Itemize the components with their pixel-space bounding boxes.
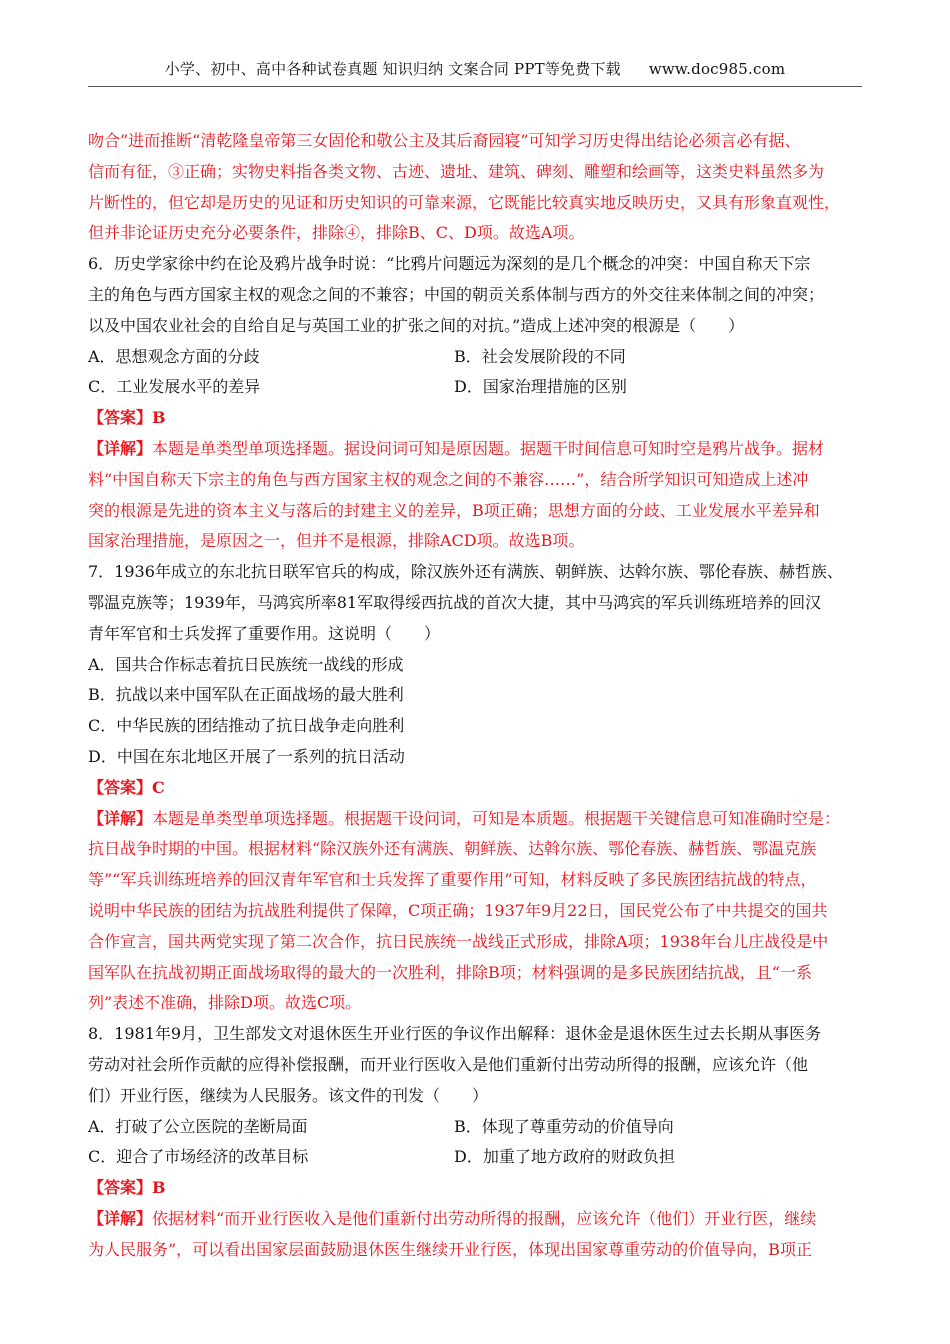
explain-line bbox=[88, 1204, 864, 1235]
option-row bbox=[88, 342, 864, 373]
option-row bbox=[88, 1142, 864, 1173]
option-d: D．中国在东北地区开展了一系列的抗日活动 bbox=[88, 746, 405, 766]
explain-tag: 【详解】 bbox=[88, 1208, 153, 1228]
question-6 bbox=[88, 249, 864, 557]
question-stem-line: 以及中国农业社会的自给自足与英国工业的扩张之间的对抗。”造成上述冲突的根源是（ ） bbox=[88, 315, 745, 335]
option-b: B．社会发展阶段的不同 bbox=[454, 346, 626, 366]
option-c: C．工业发展水平的差异 bbox=[88, 377, 261, 397]
explain-line: 为人民服务”，可以看出国家层面鼓励退休医生继续开业行医，体现出国家尊重劳动的价值导向，B项正 bbox=[88, 1239, 812, 1259]
explain-line bbox=[88, 804, 864, 835]
explain-text: 本题是单类型单项选择题。根据题干设问词，可知是本质题。根据题干关键信息可知准确时空是： bbox=[152, 808, 841, 828]
explain-line: 信而有征，③正确；实物史料指各类文物、古迹、遗址、建筑、碑刻、雕塑和绘画等，这类史料虽然多为 bbox=[88, 161, 825, 181]
answer-line bbox=[88, 773, 864, 804]
header-divider bbox=[88, 86, 862, 87]
option-d: D．国家治理措施的区别 bbox=[454, 377, 627, 397]
question-stem-line: 青年军官和士兵发挥了重要作用。这说明（ ） bbox=[88, 623, 441, 643]
carryover-explanation bbox=[88, 126, 864, 249]
answer-value: B bbox=[152, 408, 166, 428]
question-stem-line: 鄂温克族等；1939年，马鸿宾所率81军取得绥西抗战的首次大捷，其中马鸿宾的军兵训练班培养的回汉 bbox=[88, 592, 822, 612]
document-body bbox=[88, 126, 864, 1265]
explain-line: 国军队在抗战初期正面战场取得的最大的一次胜利，排除B项；材料强调的是多民族团结抗战，且“一系 bbox=[88, 962, 812, 982]
explain-line: 等”“军兵训练班培养的回汉青年军官和士兵发挥了重要作用”可知，材料反映了多民族团结抗战的特点， bbox=[88, 870, 817, 890]
option-row bbox=[88, 1112, 864, 1143]
header-text: 小学、初中、高中各种试卷真题 知识归纳 文案合同 PPT等免费下载 bbox=[164, 60, 621, 78]
option-c: C．中华民族的团结推动了抗日战争走向胜利 bbox=[88, 716, 405, 736]
explain-line: 抗日战争时期的中国。根据材料“除汉族外还有满族、朝鲜族、达斡尔族、鄂伦春族、赫哲族、鄂温克族 bbox=[88, 839, 817, 859]
explain-line: 突的根源是先进的资本主义与落后的封建主义的差异，B项正确；思想方面的分歧、工业发展水平差异和 bbox=[88, 500, 820, 520]
option-a: A．思想观念方面的分歧 bbox=[88, 346, 260, 366]
option-b: B．抗战以来中国军队在正面战场的最大胜利 bbox=[88, 685, 404, 705]
answer-tag: 【答案】 bbox=[88, 1178, 153, 1198]
explain-line: 但并非论证历史充分必要条件，排除④，排除B、C、D项。故选A项。 bbox=[88, 223, 585, 243]
explain-line: 列”表述不准确，排除D项。故选C项。 bbox=[88, 993, 362, 1013]
explain-line bbox=[88, 434, 864, 465]
explain-line: 料“中国自称天下宗主的角色与西方国家主权的观念之间的不兼容……”，结合所学知识可知造成上述冲 bbox=[88, 469, 809, 489]
answer-tag: 【答案】 bbox=[88, 408, 153, 428]
explain-tag: 【详解】 bbox=[88, 808, 153, 828]
answer-value: B bbox=[152, 1178, 166, 1198]
question-stem-line: 主的角色与西方国家主权的观念之间的不兼容；中国的朝贡关系体制与西方的外交往来体制之间的冲突； bbox=[88, 284, 825, 304]
answer-line bbox=[88, 403, 864, 434]
option-b: B．体现了尊重劳动的价值导向 bbox=[454, 1116, 674, 1136]
question-7 bbox=[88, 557, 864, 1019]
question-8 bbox=[88, 1019, 864, 1265]
explain-line: 合作宣言，国共两党实现了第二次合作，抗日民族统一战线正式形成，排除A项；1938年台儿庄战役是中 bbox=[88, 931, 829, 951]
page-header bbox=[0, 58, 950, 79]
option-a: A．国共合作标志着抗日民族统一战线的形成 bbox=[88, 654, 404, 674]
option-row bbox=[88, 372, 864, 403]
answer-value: C bbox=[152, 777, 165, 797]
question-stem-line: 7．1936年成立的东北抗日联军官兵的构成，除汉族外还有满族、朝鲜族、达斡尔族、鄂伦春族、赫哲族、 bbox=[88, 562, 843, 582]
header-site-link[interactable]: www.doc985.com bbox=[648, 60, 786, 78]
explain-tag: 【详解】 bbox=[88, 438, 153, 458]
answer-tag: 【答案】 bbox=[88, 777, 153, 797]
explain-text: 本题是单类型单项选择题。据设问词可知是原因题。据题干时间信息可知时空是鸦片战争。据材 bbox=[152, 438, 825, 458]
option-a: A．打破了公立医院的垄断局面 bbox=[88, 1116, 308, 1136]
option-d: D．加重了地方政府的财政负担 bbox=[454, 1147, 675, 1167]
answer-line bbox=[88, 1173, 864, 1204]
explain-line: 吻合”进而推断“清乾隆皇帝第三女固伦和敬公主及其后裔园寝”可知学习历史得出结论必须言必有据、 bbox=[88, 131, 801, 150]
question-stem-line: 8．1981年9月，卫生部发文对退休医生开业行医的争议作出解释：退休金是退休医生过去长期从事医务 bbox=[88, 1024, 822, 1044]
question-stem-line: 们）开业行医，继续为人民服务。该文件的刊发（ ） bbox=[88, 1085, 489, 1105]
option-c: C．迎合了市场经济的改革目标 bbox=[88, 1147, 309, 1167]
question-stem-line: 6．历史学家徐中约在论及鸦片战争时说：“比鸦片问题远为深刻的是几个概念的冲突：中国自称天下宗 bbox=[88, 254, 811, 274]
explain-text: 依据材料“而开业行医收入是他们重新付出劳动所得的报酬，应该允许（他们）开业行医，继续 bbox=[152, 1208, 817, 1228]
question-stem-line: 劳动对社会所作贡献的应得补偿报酬，而开业行医收入是他们重新付出劳动所得的报酬，应该允许（他 bbox=[88, 1054, 809, 1074]
explain-line: 国家治理措施，是原因之一，但并不是根源，排除ACD项。故选B项。 bbox=[88, 531, 585, 551]
explain-line: 片断性的，但它却是历史的见证和历史知识的可靠来源，它既能比较真实地反映历史，又具有形象直观性， bbox=[88, 192, 841, 212]
explain-line: 说明中华民族的团结为抗战胜利提供了保障，C项正确；1937年9月22日，国民党公布了中共提交的国共 bbox=[88, 900, 828, 920]
